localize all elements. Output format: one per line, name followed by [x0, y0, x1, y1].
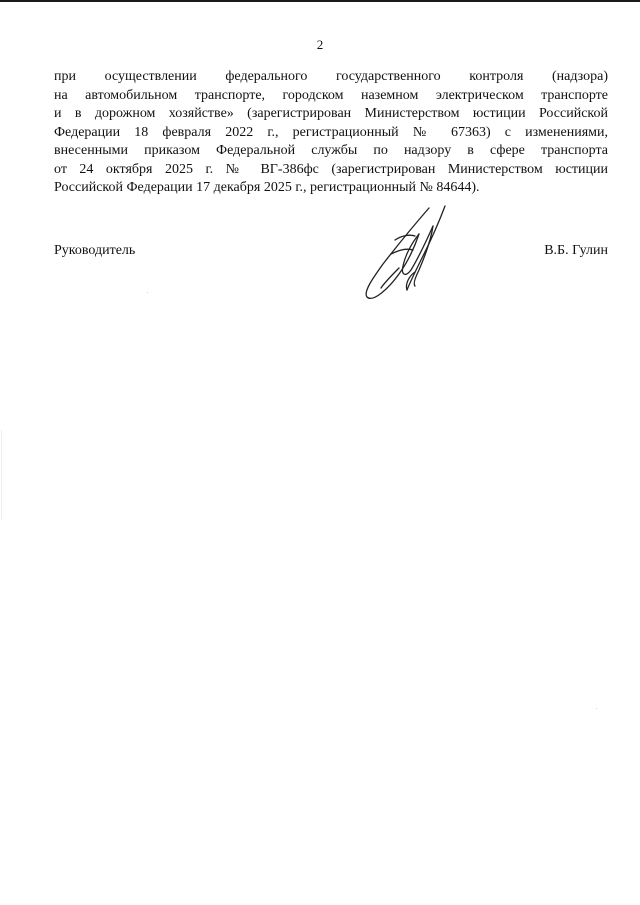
body-line: Российской Федерации 17 декабря 2025 г., регистрационный № 84644).	[54, 180, 480, 195]
scan-speck	[596, 708, 597, 709]
body-paragraph	[54, 68, 608, 198]
body-line: Федерации 18 февраля 2022 г., регистрационный № 67363) с изменениями,	[54, 124, 608, 140]
page-number: 2	[316, 37, 324, 52]
body-line: внесенными приказом Федеральной службы по надзору в сфере транспорта	[54, 143, 608, 158]
body-line: на автомобильном транспорте, городском наземном электрическом транспорте	[54, 87, 608, 103]
body-line: при осуществлении федерального государственного контроля (надзора)	[54, 69, 608, 84]
handwritten-signature	[355, 200, 465, 305]
body-line: и в дорожном хозяйстве» (зарегистрирован Министерством юстиции Российской	[54, 106, 608, 121]
scan-speck	[147, 292, 148, 293]
scan-top-edge	[0, 0, 640, 2]
body-line: от 24 октября 2025 г. № ВГ-386фс (зарегистрирован Министерством юстиции	[54, 161, 608, 177]
signer-name: В.Б. Гулин	[544, 243, 608, 258]
signer-title: Руководитель	[54, 243, 136, 258]
scan-edge-mark	[1, 430, 2, 520]
